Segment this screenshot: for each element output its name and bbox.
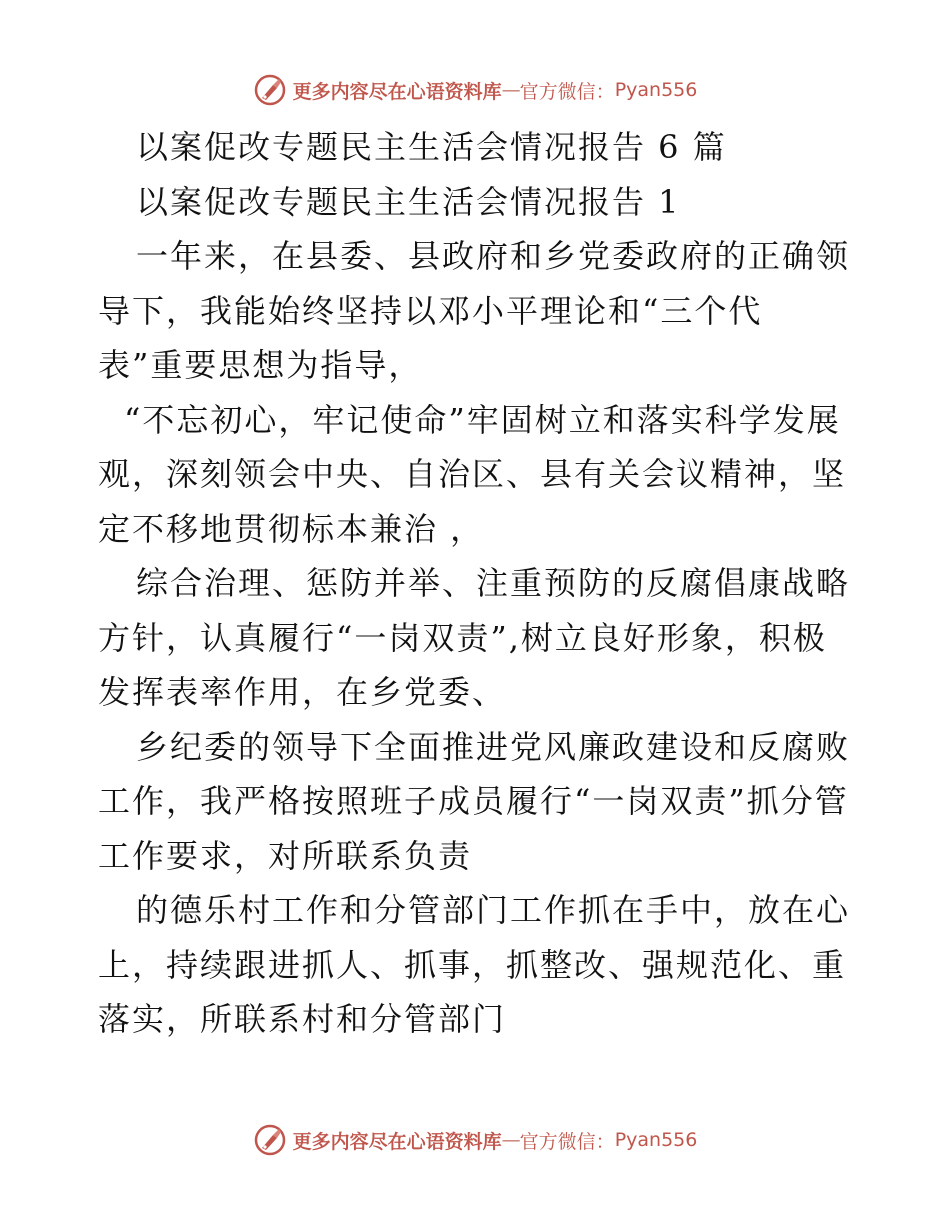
document-title: 以案促改专题民主生活会情况报告 6 篇: [136, 128, 727, 166]
fountain-pen-circle-icon: [253, 73, 287, 107]
document-body: [98, 120, 858, 1047]
watermark-wechat-id: Pyan556: [614, 1129, 698, 1151]
paragraph-2: “不忘初心，牢记使命”牢固树立和落实科学发展观，深刻领会中央、自治区、县有关会议精神，坚定不移地贯彻标本兼治 ，: [98, 400, 847, 548]
paragraph-5: 的德乐村工作和分管部门工作抓在手中，放在心上，持续跟进抓人、抓事，抓整改、强规范化、重落实，所联系村和分管部门: [98, 891, 851, 1038]
paragraph-1: 一年来，在县委、县政府和乡党委政府的正确领导下，我能始终坚持以邓小平理论和“三个代: [98, 237, 851, 330]
document-subtitle: 以案促改专题民主生活会情况报告 1: [136, 182, 681, 221]
watermark-wechat-id: Pyan556: [614, 79, 698, 101]
paragraph-3: 综合治理、惩防并举、注重预防的反腐倡康战略方针，认真履行“一岗双责”,树立良好形象，积极发挥表率作用，在乡党委、: [98, 564, 851, 711]
watermark-wechat-label: 官方微信：: [519, 80, 615, 103]
paragraph-1-continued: 表”重要思想为指导，: [98, 346, 423, 384]
fountain-pen-circle-icon: [253, 1123, 287, 1157]
watermark-separator: —: [501, 79, 520, 101]
watermark-wechat-label: 官方微信：: [519, 1130, 615, 1153]
paragraph-4: 乡纪委的领导下全面推进党风廉政建设和反腐败工作，我严格按照班子成员履行“一岗双责”抓分管工作要求，对所联系负责: [98, 727, 851, 875]
watermark-main-text: 更多内容尽在心语资料库: [292, 1130, 502, 1153]
watermark-separator: —: [501, 1129, 520, 1151]
watermark-banner-top: [0, 70, 950, 110]
watermark-banner-bottom: [0, 1120, 950, 1160]
watermark-main-text: 更多内容尽在心语资料库: [292, 80, 502, 103]
